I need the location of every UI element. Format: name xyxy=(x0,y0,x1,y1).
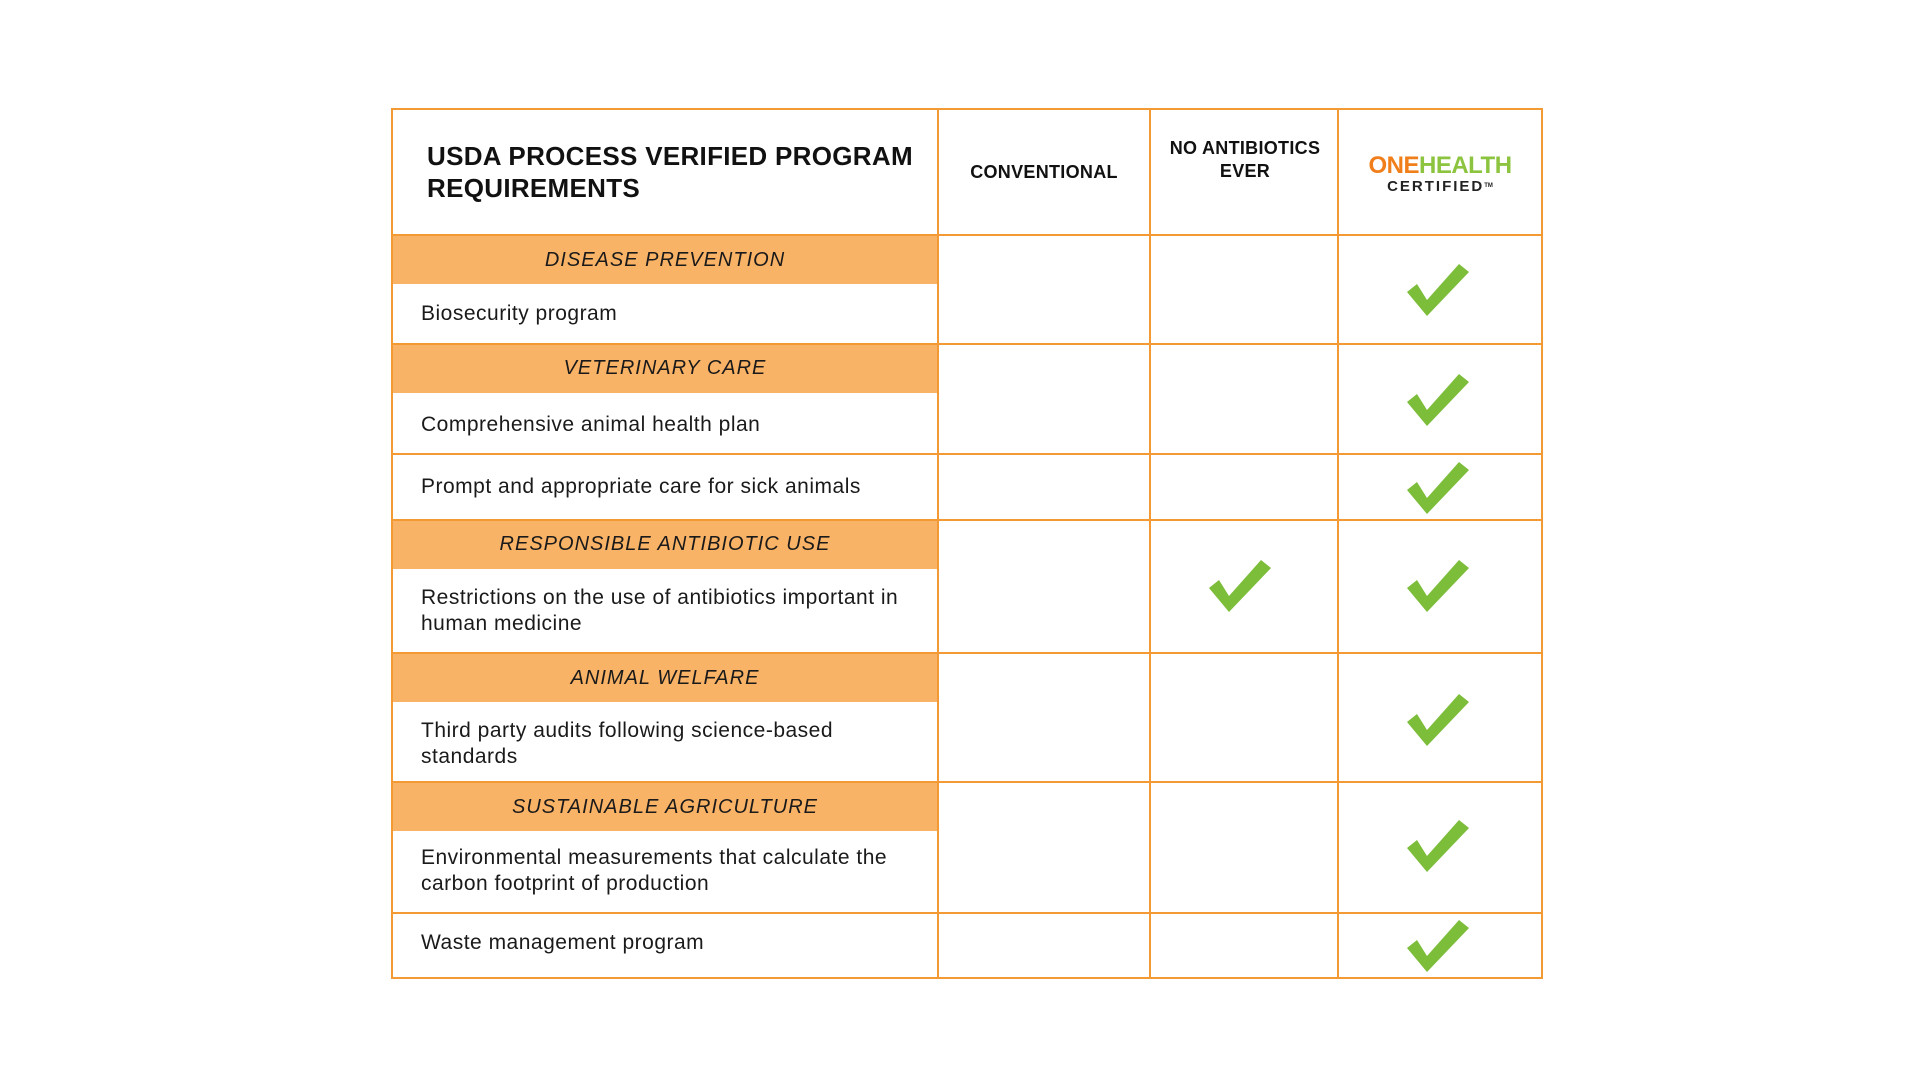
category-disease-prevention: DISEASE PREVENTION xyxy=(544,249,786,271)
row-label: Waste management program xyxy=(421,931,705,954)
checkmark-icon xyxy=(1405,262,1471,318)
logo-health-text: HEALTH xyxy=(1418,152,1512,179)
row-divider xyxy=(391,912,1543,914)
logo-trademark: TM xyxy=(1484,183,1493,189)
checkmark-icon xyxy=(1405,558,1471,614)
logo-certified-text: CERTIFIED xyxy=(1387,178,1485,195)
column-divider xyxy=(1149,108,1151,979)
checkmark-icon xyxy=(1405,372,1471,428)
page-title: USDA PROCESS VERIFIED PROGRAM REQUIREMENTS xyxy=(427,141,913,203)
column-divider xyxy=(937,108,939,979)
row-label: Restrictions on the use of antibiotics important in human medicine xyxy=(421,586,899,635)
checkmark-icon xyxy=(1405,818,1471,874)
category-sustainable-agriculture: SUSTAINABLE AGRICULTURE xyxy=(511,796,819,818)
category-animal-welfare: ANIMAL WELFARE xyxy=(570,667,760,689)
column-header-no-antibiotics-ever: NO ANTIBIOTICS EVER xyxy=(1169,138,1321,181)
row-divider xyxy=(391,453,1543,455)
checkmark-icon xyxy=(1405,692,1471,748)
checkmark-icon xyxy=(1207,558,1273,614)
column-header-conventional: CONVENTIONAL xyxy=(970,162,1118,182)
category-responsible-antibiotic-use: RESPONSIBLE ANTIBIOTIC USE xyxy=(499,533,831,555)
column-divider xyxy=(1337,108,1339,979)
checkmark-icon xyxy=(1405,460,1471,516)
row-label: Prompt and appropriate care for sick animals xyxy=(421,475,861,498)
row-label: Comprehensive animal health plan xyxy=(421,413,761,436)
row-label: Environmental measurements that calculate the carbon footprint of production xyxy=(421,846,888,895)
checkmark-icon xyxy=(1405,918,1471,974)
row-label: Biosecurity program xyxy=(421,302,618,325)
logo-one-text: ONE xyxy=(1368,152,1419,179)
row-label: Third party audits following science-based standards xyxy=(421,719,834,768)
category-veterinary-care: VETERINARY CARE xyxy=(563,357,767,379)
one-health-certified-logo xyxy=(1340,153,1540,194)
